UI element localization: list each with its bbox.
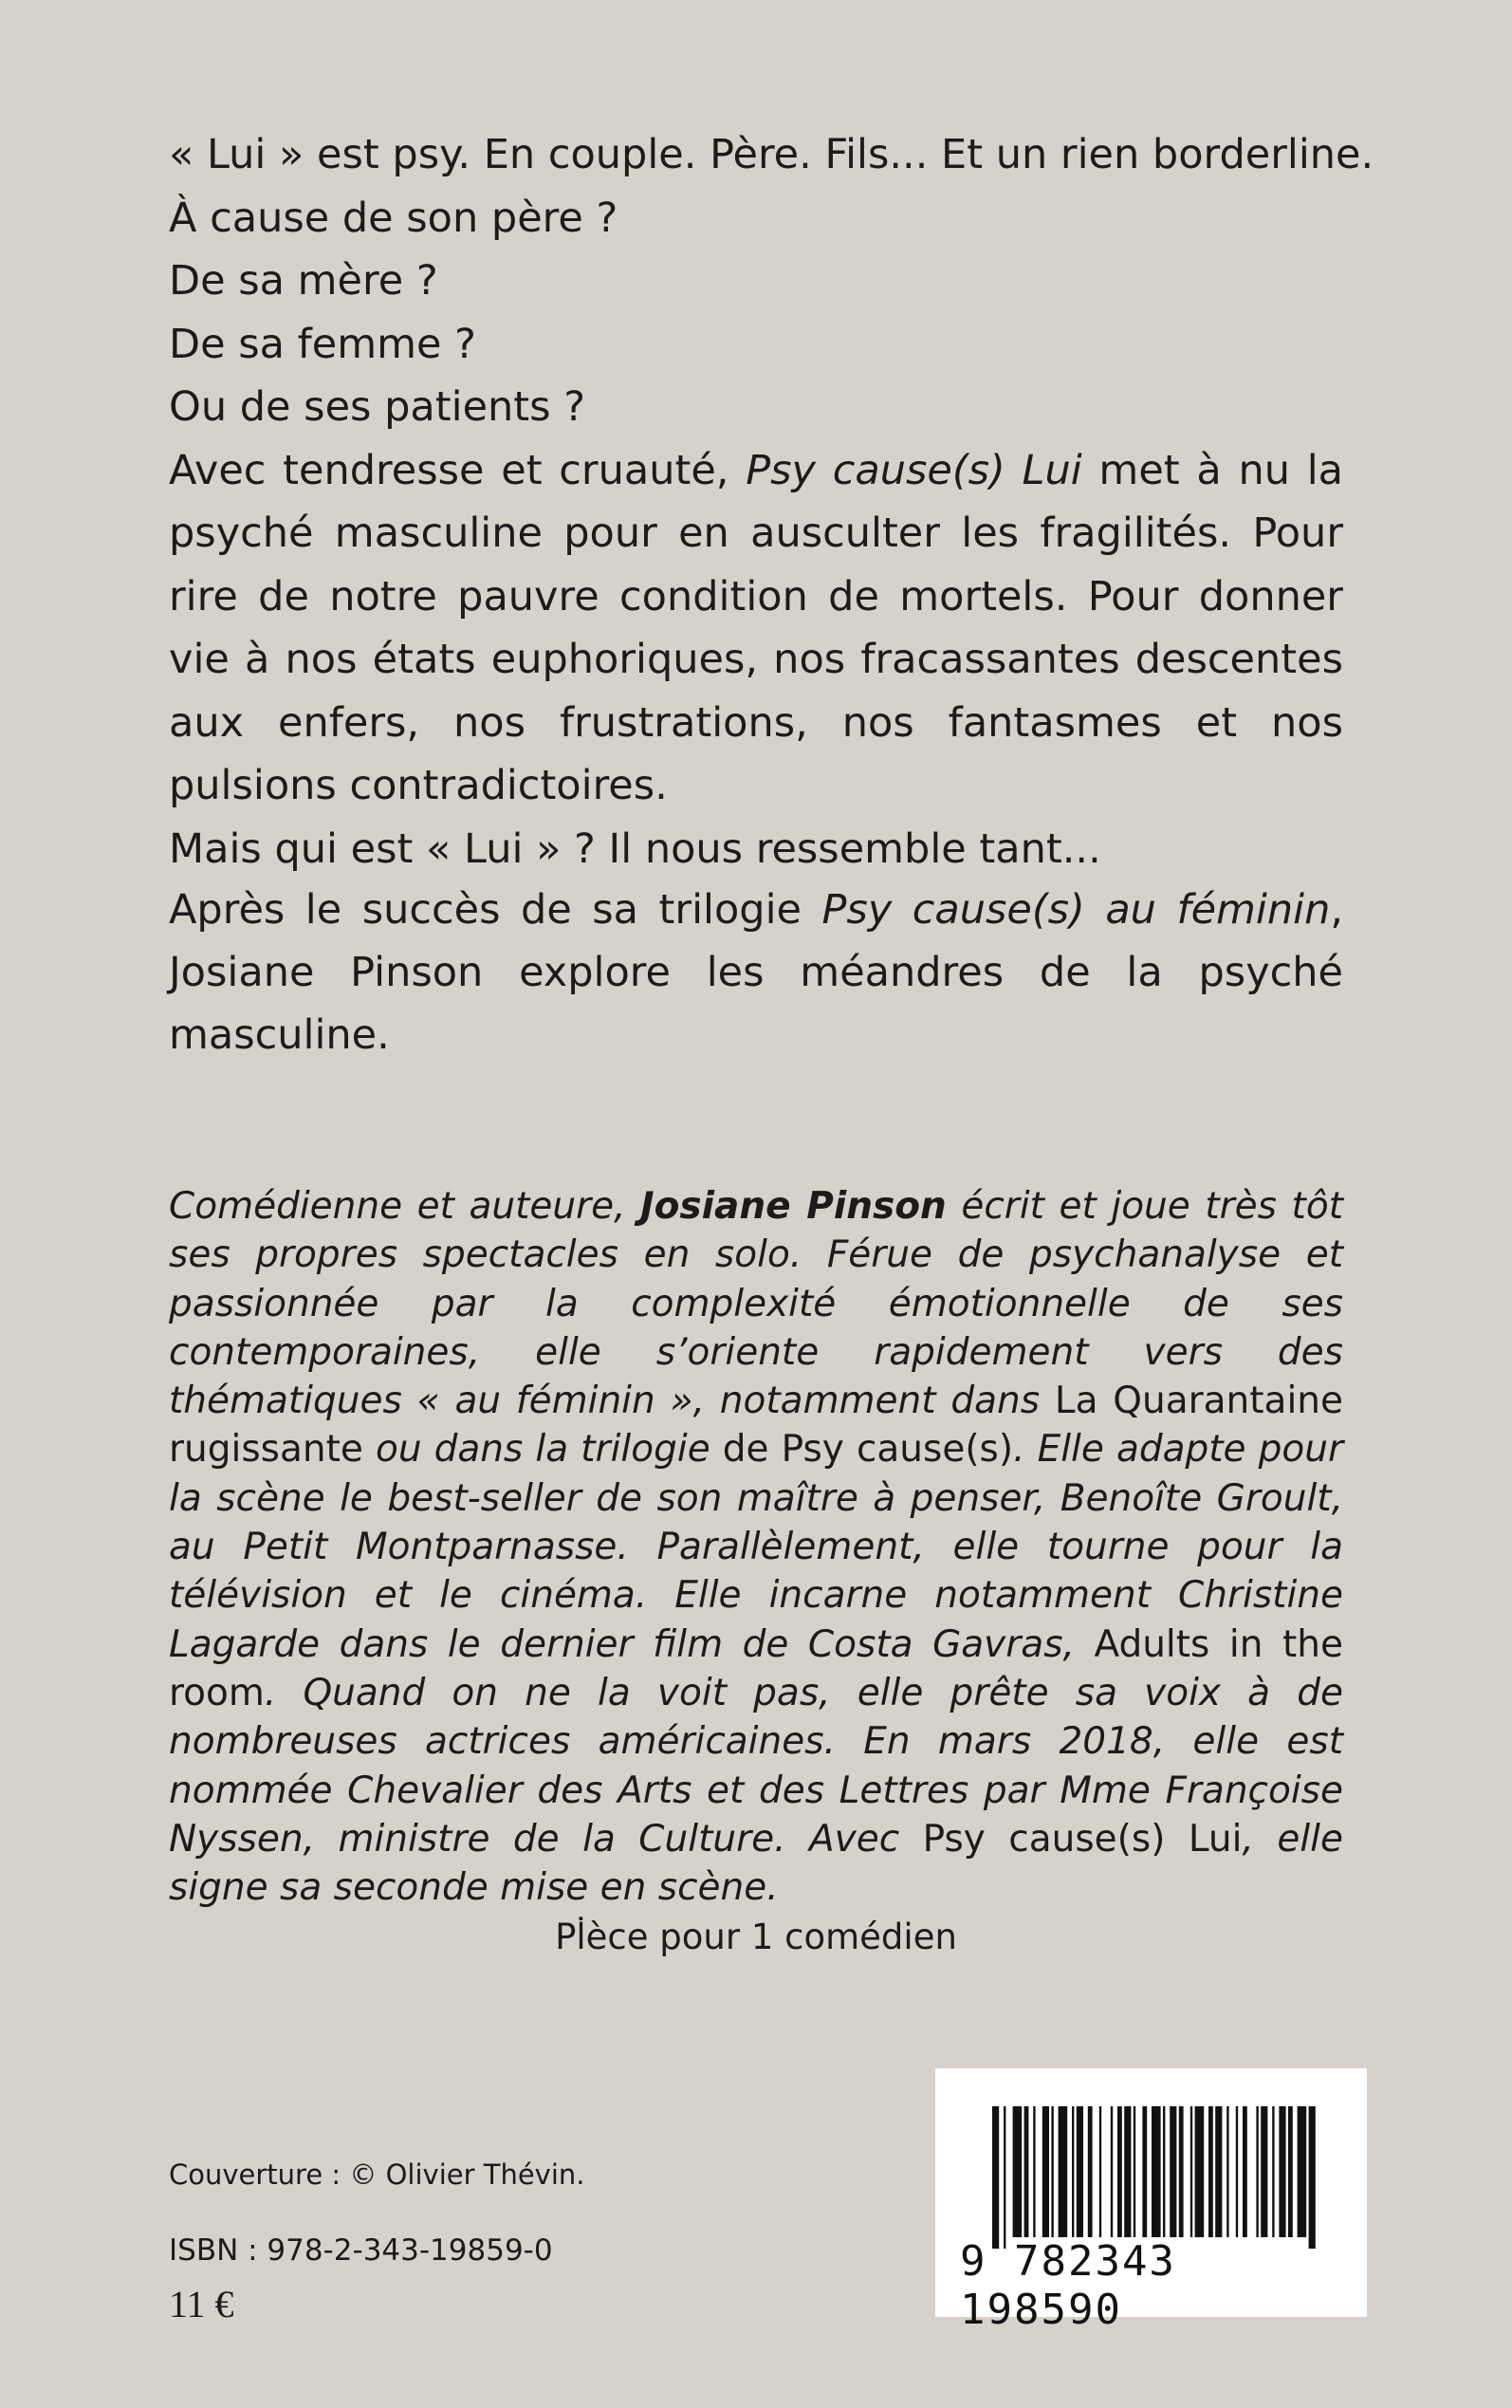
barcode-bar bbox=[1208, 2106, 1213, 2237]
intro-text: , Josiane Pinson explore les méandres de la psyché masculine. bbox=[169, 886, 1343, 1059]
barcode-bar bbox=[1261, 2106, 1267, 2237]
bio-text: écrit et joue très tôt ses propres spectacles en solo. Férue de psychanalyse et passionnée par la complexité émotionnelle de ses contemporaines, elle s’oriente rapidement vers des thématiques « au féminin », notamment dans bbox=[169, 1185, 1343, 1423]
barcode-bar bbox=[1279, 2106, 1285, 2237]
author-bio bbox=[169, 1182, 1343, 1912]
blurb-paragraph bbox=[169, 439, 1343, 818]
barcode-bar bbox=[1088, 2106, 1093, 2237]
cover-credit: Couverture : © Olivier Thévin. bbox=[169, 2158, 585, 2191]
barcode-bar bbox=[1134, 2106, 1135, 2237]
barcode-bar bbox=[1288, 2106, 1293, 2237]
intro-text: Après le succès de sa trilogie bbox=[169, 886, 822, 934]
book-title: Psy cause(s) Lui bbox=[746, 446, 1082, 494]
barcode-bar bbox=[1298, 2106, 1307, 2237]
barcode-bar bbox=[1309, 2106, 1316, 2249]
blurb-line: À cause de son père ? bbox=[169, 194, 618, 242]
bio-text: ou dans la trilogie bbox=[362, 1428, 723, 1472]
bio-text: Comédienne et auteure, bbox=[169, 1185, 641, 1228]
barcode-bar bbox=[1152, 2106, 1161, 2237]
barcode-bar bbox=[1272, 2106, 1274, 2237]
blurb-line: De sa mère ? bbox=[169, 257, 438, 305]
barcode-bar bbox=[1226, 2106, 1228, 2237]
barcode-bar bbox=[1190, 2106, 1192, 2237]
barcode-bar bbox=[1013, 2106, 1023, 2237]
barcode-bar bbox=[1051, 2106, 1053, 2237]
barcode-bar bbox=[1004, 2106, 1005, 2249]
barcode-bar bbox=[1033, 2106, 1035, 2237]
barcode-bar bbox=[1243, 2106, 1247, 2237]
isbn-barcode bbox=[935, 2068, 1367, 2334]
barcode-bar bbox=[1059, 2106, 1068, 2237]
blurb-text: Avec tendresse et cruauté, bbox=[169, 446, 747, 494]
blurb-line: « Lui » est psy. En couple. Père. Fils... Et un rien borderline. bbox=[169, 131, 1374, 178]
barcode-bar bbox=[1042, 2106, 1049, 2237]
work-title: Adults in the room bbox=[169, 1622, 1343, 1714]
barcode-bar bbox=[1163, 2106, 1165, 2237]
genre-label: Pl̇èce pour 1 comédien bbox=[555, 1917, 957, 1957]
work-title: Psy cause(s) bbox=[781, 1428, 1014, 1472]
bio-text: . Quand on ne la voit pas, elle prête sa voix à de nombreuses actrices américaines. En mars 2018, elle est nommée Chevalier des Arts et des Lettres par Mme Françoise Nyssen, ministre de la Culture. Avec bbox=[169, 1671, 1343, 1861]
barcode-bar bbox=[1024, 2106, 1029, 2237]
barcode-bar bbox=[1099, 2106, 1101, 2237]
bio-text: de bbox=[722, 1428, 769, 1472]
barcode-bar bbox=[1072, 2106, 1074, 2237]
blurb-closing: Mais qui est « Lui » ? Il nous ressemble tant... bbox=[169, 824, 1101, 873]
barcode-bar bbox=[1077, 2106, 1083, 2237]
barcode-bar bbox=[1215, 2106, 1222, 2237]
blurb-text: met à nu la psyché masculine pour en ausculter les fragilités. Pour rire de notre pauvre condition de mortels. Pour donner vie à nos états euphoriques, nos fracassantes descentes aux enfers, nos frustrations, nos fantasmes et nos pulsions contradictoires. bbox=[169, 446, 1344, 809]
work-title: La Quarantaine rugissante bbox=[169, 1380, 1343, 1472]
barcode-bar bbox=[1256, 2106, 1258, 2237]
barcode-bar bbox=[992, 2106, 999, 2249]
barcode-bar bbox=[1179, 2106, 1184, 2237]
barcode-bar bbox=[1124, 2106, 1131, 2237]
bio-text bbox=[769, 1428, 782, 1471]
barcode-bar bbox=[1195, 2106, 1205, 2237]
bio-text: , elle signe sa seconde mise en scène. bbox=[169, 1817, 1343, 1910]
bio-text: . Elle adapte pour la scène le best-seller de son maître à penser, Benoîte Groult, au Petit Montparnasse. Parallèlement, elle tourne pour la télévision et le cinéma. Elle incarne notamment Christine Lagarde dans le dernier film de Costa Gavras, bbox=[169, 1428, 1344, 1666]
isbn-number: ISBN : 978-2-343-19859-0 bbox=[169, 2233, 553, 2268]
barcode-digits: 9 782343 198590 bbox=[960, 2237, 1176, 2334]
barcode-bar bbox=[1117, 2106, 1122, 2237]
barcode-bar bbox=[1142, 2106, 1147, 2237]
barcode-bar bbox=[1170, 2106, 1176, 2237]
blurb-line: De sa femme ? bbox=[169, 320, 476, 368]
price: 11 € bbox=[169, 2283, 234, 2325]
intro-paragraph bbox=[169, 879, 1343, 1066]
barcode-bar bbox=[1236, 2106, 1238, 2237]
back-cover-blurb bbox=[169, 123, 1374, 880]
barcode-bar bbox=[1111, 2106, 1113, 2237]
trilogy-title: Psy cause(s) au féminin bbox=[821, 886, 1331, 934]
blurb-line: Ou de ses patients ? bbox=[169, 383, 586, 431]
work-title: Psy cause(s) Lui bbox=[922, 1817, 1243, 1861]
author-name: Josiane Pinson bbox=[640, 1185, 947, 1228]
